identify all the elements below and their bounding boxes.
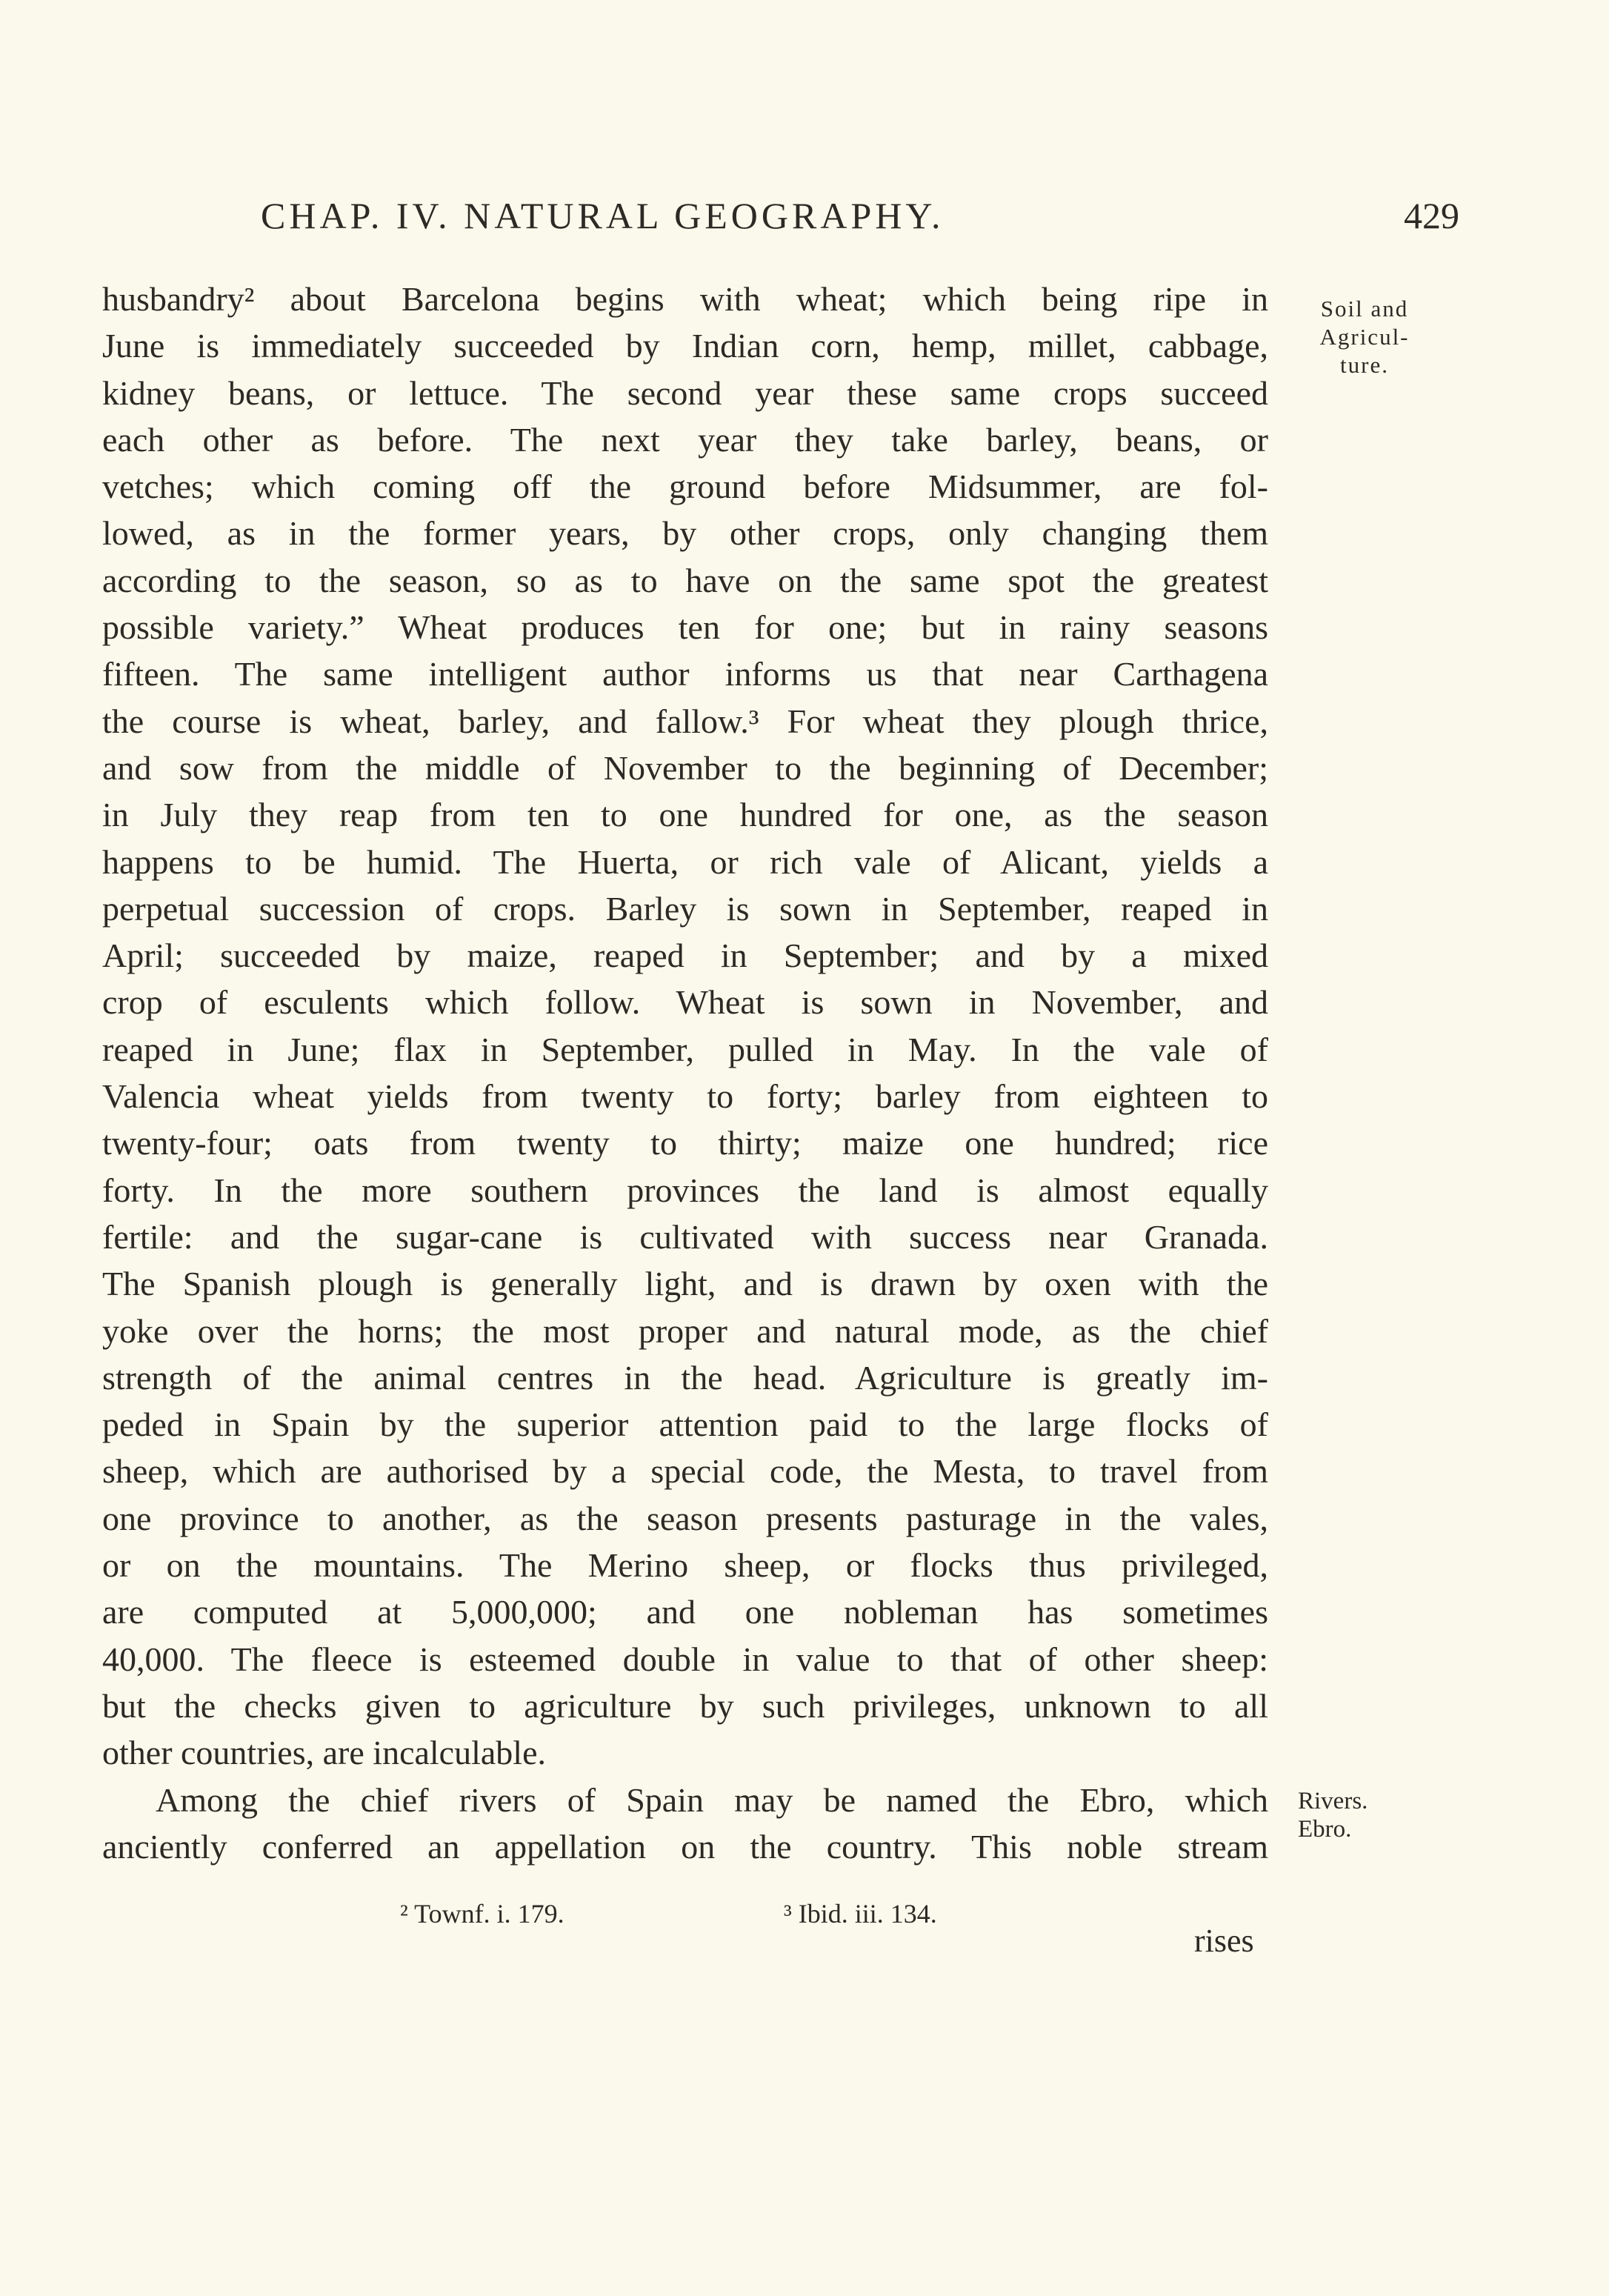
text-line: in July they reap from ten to one hundred for one, as the season xyxy=(102,796,1268,834)
sidenote-line: Ebro. xyxy=(1298,1816,1352,1843)
text-line: June is immediately succeeded by Indian corn, hemp, millet, cabbage, xyxy=(102,327,1268,365)
body-text xyxy=(102,276,1268,1870)
text-line: anciently conferred an appellation on the country. This noble stream xyxy=(102,1827,1268,1866)
footnote-3: ³ Ibid. iii. 134. xyxy=(784,1899,937,1929)
page-header xyxy=(104,194,1459,246)
text-line: reaped in June; flax in September, pulled in May. In the vale of xyxy=(102,1030,1268,1068)
sidenote-line: ture. xyxy=(1340,352,1389,378)
text-line: perpetual succession of crops. Barley is sown in September, reaped in xyxy=(102,889,1268,928)
text-line: other countries, are incalculable. xyxy=(102,1734,546,1772)
text-line: possible variety.” Wheat produces ten for one; but in rainy seasons xyxy=(102,608,1268,647)
text-line: sheep, which are authorised by a special code, the Mesta, to travel from xyxy=(102,1452,1268,1491)
text-line: according to the season, so as to have on the same spot the greatest xyxy=(102,561,1268,599)
text-line: kidney beans, or lettuce. The second year these same crops succeed xyxy=(102,373,1268,412)
sidenote-line: Agricul- xyxy=(1319,324,1410,350)
text-line: April; succeeded by maize, reaped in September; and by a mixed xyxy=(102,936,1268,975)
catchword: rises xyxy=(1194,1923,1254,1959)
text-line: strength of the animal centres in the head. Agriculture is greatly im- xyxy=(102,1358,1268,1397)
text-line: yoke over the horns; the most proper and natural mode, as the chief xyxy=(102,1311,1268,1350)
page-number: 429 xyxy=(1404,195,1459,236)
text-line: fifteen. The same intelligent author informs us that near Carthagena xyxy=(102,655,1268,693)
footnote-2: ² Townf. i. 179. xyxy=(400,1899,564,1929)
sidenote-line: Rivers. xyxy=(1298,1788,1368,1814)
text-line: but the checks given to agriculture by such privileges, unknown to all xyxy=(102,1686,1268,1725)
footnotes xyxy=(0,1898,1609,1935)
text-line: each other as before. The next year they take barley, beans, or xyxy=(102,420,1268,459)
sidenote-rivers-ebro xyxy=(1298,1787,1431,1843)
text-line: 40,000. The fleece is esteemed double in value to that of other sheep: xyxy=(102,1640,1268,1678)
sidenote-soil-agriculture xyxy=(1298,295,1431,379)
text-line: fertile: and the sugar-cane is cultivated with success near Granada. xyxy=(102,1217,1268,1256)
text-line: one province to another, as the season presents pasturage in the vales, xyxy=(102,1499,1268,1537)
text-line: happens to be humid. The Huerta, or rich vale of Alicant, yields a xyxy=(102,842,1268,881)
text-line: The Spanish plough is generally light, and is drawn by oxen with the xyxy=(102,1265,1268,1303)
text-line: peded in Spain by the superior attention paid to the large flocks of xyxy=(102,1405,1268,1444)
text-line: Among the chief rivers of Spain may be named the Ebro, which xyxy=(156,1780,1268,1819)
text-line: Valencia wheat yields from twenty to forty; barley from eighteen to xyxy=(102,1077,1268,1116)
text-line: twenty-four; oats from twenty to thirty; maize one hundred; rice xyxy=(102,1124,1268,1162)
text-line: lowed, as in the former years, by other crops, only changing them xyxy=(102,514,1268,553)
text-line: crop of esculents which follow. Wheat is sown in November, and xyxy=(102,983,1268,1022)
text-line: are computed at 5,000,000; and one nobleman has sometimes xyxy=(102,1593,1268,1631)
running-head: CHAP. IV. NATURAL GEOGRAPHY. xyxy=(261,195,945,236)
text-line: the course is wheat, barley, and fallow.³ For wheat they plough thrice, xyxy=(102,702,1268,740)
text-line: and sow from the middle of November to the beginning of December; xyxy=(102,748,1268,787)
sidenote-line: Soil and xyxy=(1320,296,1409,322)
text-line: husbandry² about Barcelona begins with wheat; which being ripe in xyxy=(102,280,1268,318)
text-line: vetches; which coming off the ground before Midsummer, are fol- xyxy=(102,467,1268,506)
text-line: forty. In the more southern provinces the land is almost equally xyxy=(102,1171,1268,1209)
text-line: or on the mountains. The Merino sheep, or flocks thus privileged, xyxy=(102,1546,1268,1585)
